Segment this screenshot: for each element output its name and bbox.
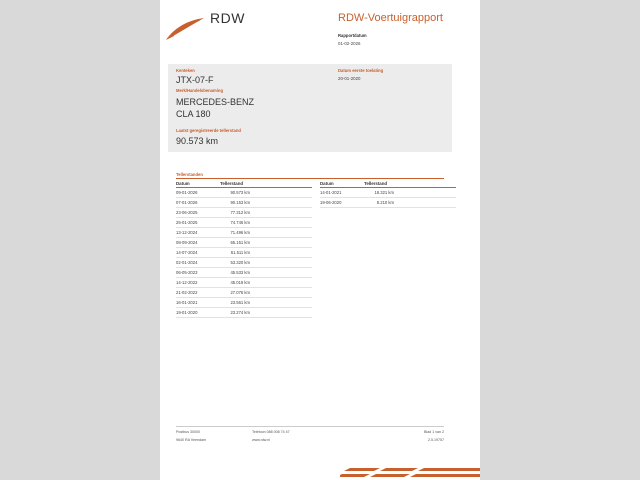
section-divider <box>176 178 444 179</box>
vehicle-info-panel <box>168 64 452 152</box>
row-date: 02-01-2024 <box>176 260 198 265</box>
row-tellerstand: 18.321 km <box>374 190 394 195</box>
row-tellerstand: 45.533 km <box>230 270 250 275</box>
toelating-label: Datum eerste toelating <box>338 68 384 73</box>
rdw-logo-icon <box>164 14 206 42</box>
table-row <box>176 238 312 248</box>
table-row <box>176 258 312 268</box>
row-tellerstand: 8.210 km <box>376 200 394 205</box>
col-value-header: Tellerstand <box>220 181 244 186</box>
row-date: 25-01-2025 <box>176 220 198 225</box>
table-header <box>320 180 456 188</box>
row-tellerstand: 90.153 km <box>230 200 250 205</box>
col-date-header: Datum <box>320 181 334 186</box>
table-header <box>176 180 312 188</box>
tellerstanden-title: Tellerstanden <box>176 172 203 177</box>
row-tellerstand: 53.320 km <box>230 260 250 265</box>
teller-label: Laatst geregistreerde tellerstand <box>176 128 241 133</box>
table-row <box>176 288 312 298</box>
table-row <box>176 188 312 198</box>
footer-version: 2.5.19757 <box>428 438 444 442</box>
kenteken-label: Kenteken <box>176 68 195 73</box>
table-row <box>176 308 312 318</box>
footer-page-number: Blad 1 van 2 <box>424 430 444 434</box>
teller-value: 90.573 km <box>176 136 219 146</box>
row-date: 09-01-2026 <box>176 190 198 195</box>
report-date-label: Rapportdatum <box>338 33 367 38</box>
row-tellerstand: 23.561 km <box>230 300 250 305</box>
row-tellerstand: 65.151 km <box>230 240 250 245</box>
table-row <box>176 198 312 208</box>
table-row <box>176 268 312 278</box>
row-tellerstand: 90.573 km <box>230 190 250 195</box>
kenteken-value: JTX-07-F <box>176 75 214 85</box>
footer-address-1: Postbus 30000 <box>176 430 200 434</box>
document-title: RDW-Voertuigrapport <box>338 12 443 24</box>
row-tellerstand: 45.019 km <box>230 280 250 285</box>
row-date: 07-01-2026 <box>176 200 198 205</box>
row-date: 16-01-2021 <box>176 300 198 305</box>
table-row <box>176 278 312 288</box>
row-tellerstand: 71.496 km <box>230 230 250 235</box>
footer-divider <box>176 426 444 427</box>
row-date: 19-06-2020 <box>320 200 342 205</box>
row-date: 19-01-2020 <box>176 310 198 315</box>
report-page <box>160 0 480 480</box>
table-row <box>176 248 312 258</box>
model-value: CLA 180 <box>176 109 211 119</box>
merk-value: MERCEDES-BENZ <box>176 97 255 107</box>
report-date-value: 01-02-2026 <box>338 41 361 46</box>
tellerstanden-table-right <box>320 180 456 208</box>
footer-website: www.rdw.nl <box>252 438 270 442</box>
row-date: 06-05-2023 <box>176 270 198 275</box>
footer-address-2: 9640 RA Veendam <box>176 438 206 442</box>
row-date: 08-09-2024 <box>176 240 198 245</box>
decorative-stripes-icon <box>340 466 480 480</box>
row-tellerstand: 74.746 km <box>230 220 250 225</box>
row-date: 13-12-2024 <box>176 230 198 235</box>
table-row <box>176 228 312 238</box>
row-tellerstand: 61.511 km <box>230 250 250 255</box>
row-date: 14-07-2024 <box>176 250 198 255</box>
col-date-header: Datum <box>176 181 190 186</box>
table-row <box>320 198 456 208</box>
merk-label: Merk/Handelsbenaming <box>176 88 224 93</box>
tellerstanden-table-left <box>176 180 312 318</box>
row-tellerstand: 27.076 km <box>230 290 250 295</box>
row-date: 14-12-2022 <box>176 280 198 285</box>
row-tellerstand: 77.312 km <box>230 210 250 215</box>
table-row <box>176 208 312 218</box>
row-date: 23-06-2025 <box>176 210 198 215</box>
table-row <box>320 188 456 198</box>
table-row <box>176 218 312 228</box>
footer-phone: Telefoon 088 008 74 47 <box>252 430 290 434</box>
table-row <box>176 298 312 308</box>
row-tellerstand: 23.274 km <box>230 310 250 315</box>
toelating-value: 20-01-2020 <box>338 76 361 81</box>
row-date: 21-02-2022 <box>176 290 198 295</box>
row-date: 14-01-2021 <box>320 190 342 195</box>
col-value-header: Tellerstand <box>364 181 388 186</box>
brand-name: RDW <box>210 10 245 26</box>
